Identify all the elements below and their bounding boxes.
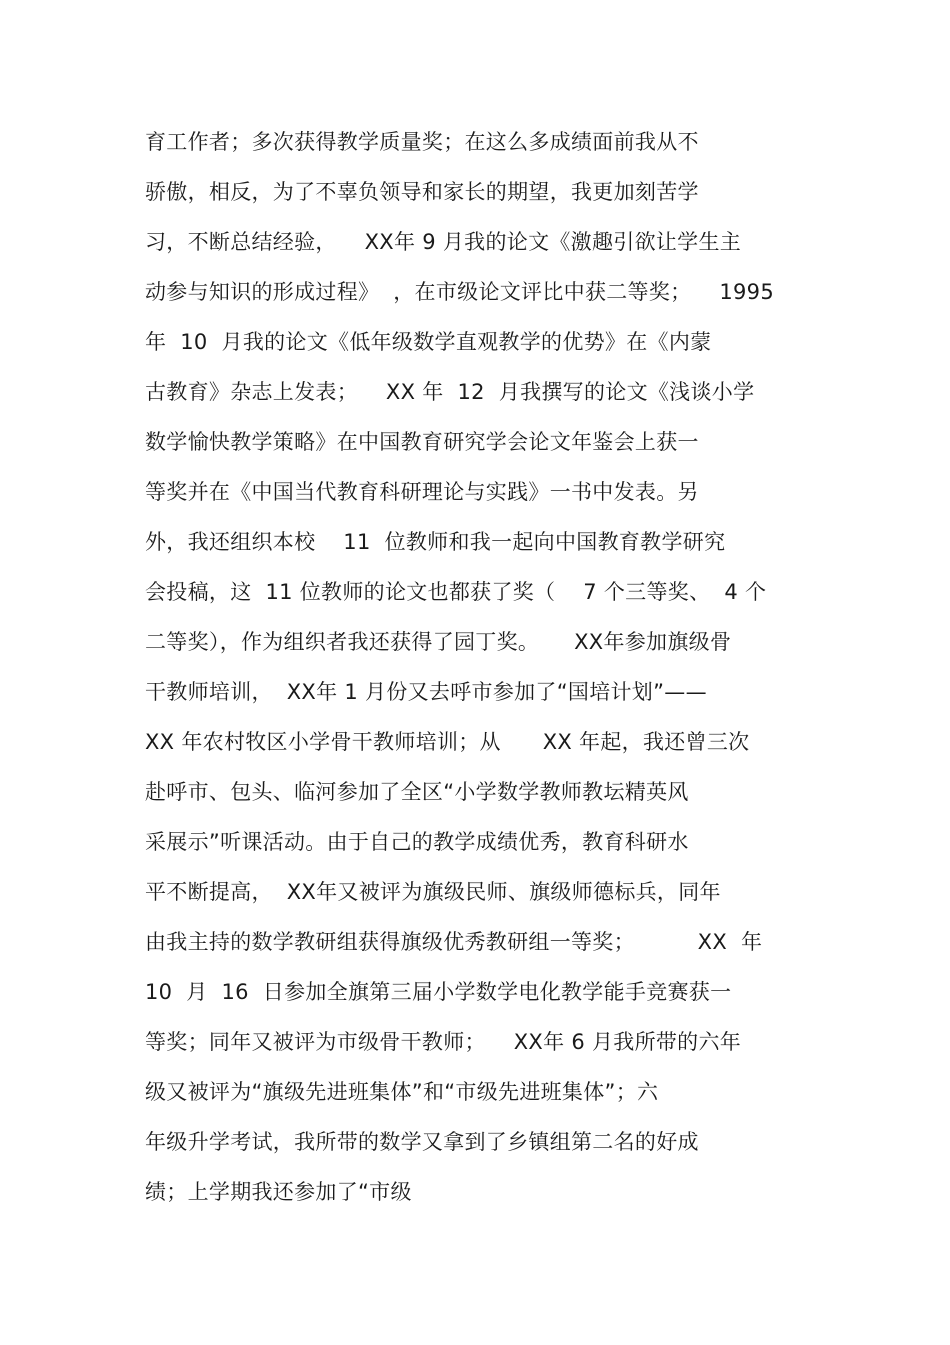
text-line: 骄傲，相反，为了不辜负领导和家长的期望，我更加刻苦学 — [145, 180, 699, 204]
text-line: XX 年农村牧区小学骨干教师培训；从 XX 年起，我还曾三次 — [145, 730, 750, 754]
text-line: 干教师培训， XX年 1 月份又去呼市参加了“国培计划”—— — [145, 680, 707, 704]
text-line: 数学愉快教学策略》在中国教育研究学会论文年鉴会上获一 — [145, 430, 699, 454]
body-text — [145, 124, 825, 1224]
text-line: 由我主持的数学教研组获得旗级优秀教研组一等奖； XX 年 — [145, 930, 763, 954]
text-line: 等奖；同年又被评为市级骨干教师； XX年 6 月我所带的六年 — [145, 1030, 742, 1054]
text-line: 级又被评为“旗级先进班集体”和“市级先进班集体”；六 — [145, 1080, 659, 1104]
text-line: 会投稿，这 11 位教师的论文也都获了奖（ 7 个三等奖、 4 个 — [145, 580, 767, 604]
text-line: 年级升学考试，我所带的数学又拿到了乡镇组第二名的好成 — [145, 1130, 699, 1154]
text-line: 10 月 16 日参加全旗第三届小学数学电化教学能手竞赛获一 — [145, 980, 732, 1004]
text-line: 赴呼市、包头、临河参加了全区“小学数学教师教坛精英风 — [145, 780, 689, 804]
text-line: 二等奖），作为组织者我还获得了园丁奖。 XX年参加旗级骨 — [145, 630, 732, 654]
text-line: 古教育》杂志上发表； XX 年 12 月我撰写的论文《浅谈小学 — [145, 380, 755, 404]
text-line: 采展示”听课活动。由于自己的教学成绩优秀，教育科研水 — [145, 830, 689, 854]
text-line: 平不断提高， XX年又被评为旗级民师、旗级师德标兵，同年 — [145, 880, 721, 904]
text-line: 年 10 月我的论文《低年级数学直观教学的优势》在《内蒙 — [145, 330, 712, 354]
text-line: 等奖并在《中国当代教育科研理论与实践》一书中发表。另 — [145, 480, 699, 504]
text-line: 绩；上学期我还参加了“市级 — [145, 1180, 412, 1204]
text-line: 习，不断总结经验， XX年 9 月我的论文《激趣引欲让学生主 — [145, 230, 742, 254]
text-line: 外，我还组织本校 11 位教师和我一起向中国教育教学研究 — [145, 530, 726, 554]
text-line: 育工作者；多次获得教学质量奖；在这么多成绩面前我从不 — [145, 130, 699, 154]
text-line: 动参与知识的形成过程》 ，在市级论文评比中获二等奖； 1995 — [145, 280, 774, 304]
